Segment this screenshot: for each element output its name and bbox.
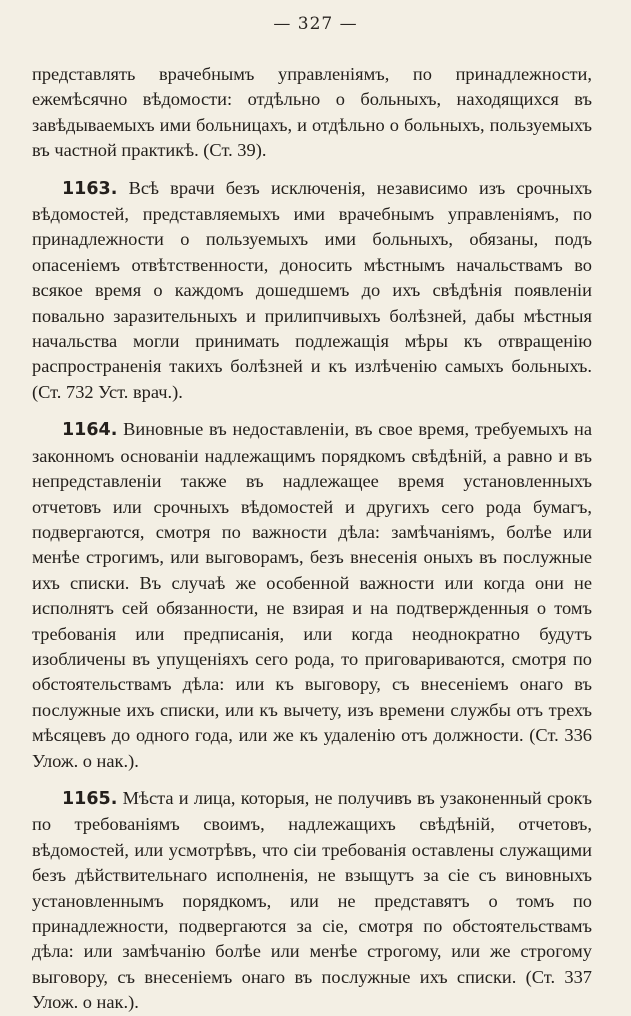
paragraph-continuation	[32, 62, 592, 164]
paragraph-text: представлять врачебнымъ управленіямъ, по принадлежности, ежемѣсячно вѣдомости: отдѣльно о больныхъ, находящихся въ завѣдываемыхъ ими больницахъ, и отдѣльно о больныхъ, пользуемыхъ въ частной практикѣ. (Ст. 39).	[32, 64, 592, 161]
article-number: 1165.	[62, 788, 118, 809]
article-text: Виновные въ недоставленіи, въ свое время, требуемыхъ на законномъ основаніи надлежащимъ порядкомъ свѣдѣній, а равно и въ непредставленіи также въ надлежащее время установленныхъ отчетовъ или срочныхъ вѣдомостей и другихъ сего рода бумагъ, подвергаются, смотря по важности дѣла: замѣчаніямъ, болѣе или менѣе строгимъ, или выговорамъ, безъ внесенія оныхъ въ послужные ихъ списки. Въ случаѣ же особенной важности или когда они не исполнятъ сей обязанности, не взирая и на подтвержденныя о томъ требованія или предписанія, или когда неоднократно будутъ изобличены въ упущеніяхъ сего рода, то приговариваются, смотря по обстоятельствамъ дѣла: или къ выговору, съ внесеніемъ онаго въ послужные ихъ списки, или къ вычету, изъ времени службы отъ трехъ мѣсяцевъ до одного года, или же къ удаленію отъ должности. (Ст. 336 Улож. о нак.).	[32, 419, 592, 771]
article-1165	[32, 786, 592, 1016]
article-1164	[32, 417, 592, 774]
article-text: Всѣ врачи безъ исключенія, независимо изъ срочныхъ вѣдомостей, представляемыхъ ими врачебнымъ управленіямъ, по принадлежности о пользуемыхъ ими больныхъ, обязаны, подъ опасеніемъ отвѣтственности, доносить мѣстнымъ начальствамъ во всякое время о каждомъ дошедшемъ до ихъ свѣдѣнія появленіи повально заразительныхъ и прилипчивыхъ болѣзней, дабы мѣстныя начальства могли принимать подлежащія мѣры къ отвращенію распространенія такихъ болѣзней и къ излѣченію самыхъ больныхъ. (Ст. 732 Уст. врач.).	[32, 177, 592, 402]
article-text: Мѣста и лица, которыя, не получивъ въ узаконенный срокъ по требованіямъ своимъ, надлежащихъ свѣдѣній, отчетовъ, вѣдомостей, или усмотрѣвъ, что сіи требованія оставлены служащими безъ дѣйствительнаго исполненія, не взыщутъ за сіе съ виновныхъ установленнымъ порядкомъ, или не представятъ о томъ по принадлежности, подвергаются за сіе, смотря по обстоятельствамъ дѣла: или замѣчанію болѣе или менѣе строгому, или же строгому выговору, съ внесеніемъ онаго въ послужные ихъ списки. (Ст. 337 Улож. о нак.).	[32, 787, 593, 1013]
article-number: 1163.	[62, 178, 118, 199]
page-number: — 327 —	[273, 14, 358, 34]
article-number: 1164.	[62, 420, 118, 441]
article-1163	[32, 176, 592, 406]
page-body	[32, 62, 592, 1016]
